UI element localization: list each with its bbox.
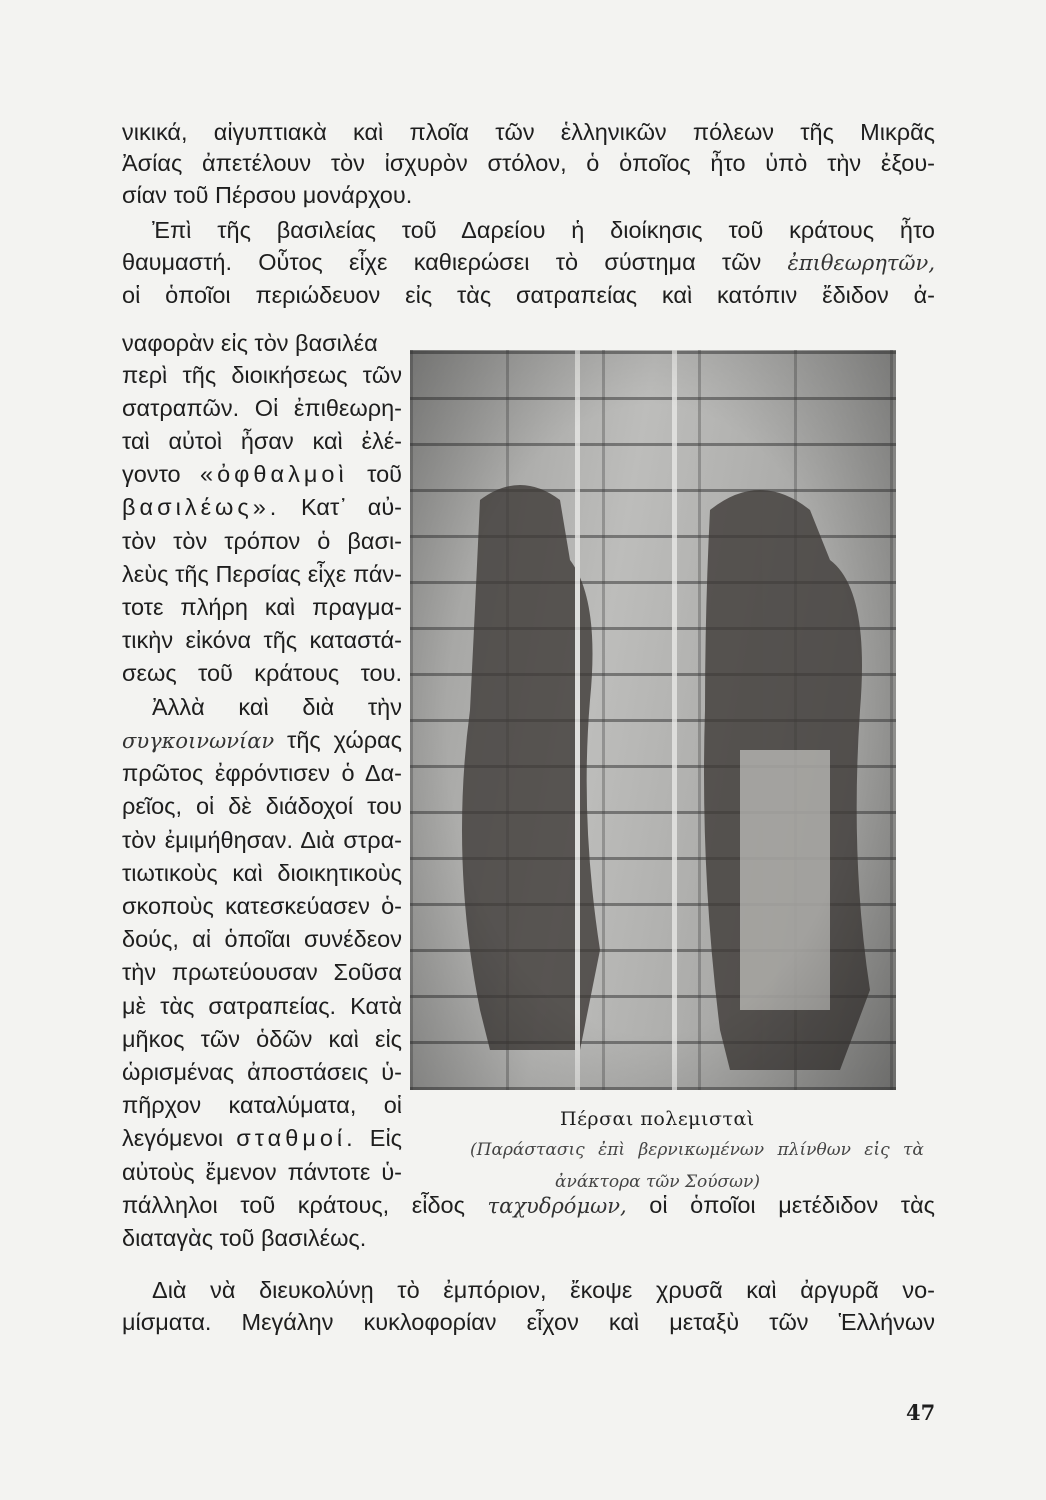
text-line: [122, 625, 402, 655]
text-segment: τὸν ἐμιμήθησαν. Διὰ στρα-: [122, 827, 402, 853]
text-line: [122, 1123, 402, 1153]
text-line: [152, 1275, 935, 1305]
text-line-content: [122, 993, 402, 1019]
left-spear: [575, 350, 580, 1090]
right-spear: [672, 350, 677, 1090]
text-segment: ὡρισμένας ἀποστάσεις ὑ-: [122, 1059, 402, 1085]
text-segment: οἱ ὁποῖοι μετέδιδον τὰς: [626, 1192, 935, 1218]
text-line-content: [122, 793, 402, 819]
text-line-content: [122, 282, 935, 308]
text-segment: δούς, αἱ ὁποῖαι συνέδεον: [122, 926, 402, 952]
text-segment: πάλληλοι τοῦ κράτους, εἶδος: [122, 1192, 488, 1218]
text-line: [122, 658, 402, 688]
text-line-content: [122, 860, 402, 886]
text-segment: Εἰς: [356, 1125, 402, 1151]
text-segment: πρῶτος ἐφρόντισεν ὁ Δα-: [122, 760, 402, 786]
text-segment: ρεῖος, οἱ δὲ διάδοχοί του: [122, 793, 402, 819]
text-segment: Ἀσίας ἀπετέλουν τὸν ἰσχυρὸν στόλον, ὁ ὁποῖος ἦτο ὑπὸ τὴν ἐξου-: [122, 150, 935, 176]
text-line: [122, 1223, 935, 1253]
text-line-content: [122, 760, 402, 786]
text-segment: οἱ ὁποῖοι περιώδευον εἰς τὰς σατραπείας καὶ κατόπιν ἔδιδον ἀ-: [122, 282, 935, 308]
text-line-content: [122, 561, 402, 587]
text-line: [122, 1024, 402, 1054]
text-segment: μίσματα. Μεγάλην κυκλοφορίαν εἶχον καὶ μεταξὺ τῶν Ἑλλήνων: [122, 1309, 935, 1335]
text-line-content: [122, 428, 402, 454]
text-segment: λεγόμενοι: [122, 1125, 237, 1151]
text-line: [122, 791, 402, 821]
text-line: [122, 725, 402, 756]
text-line-content: [122, 1309, 935, 1335]
text-segment: θαυμαστή. Οὗτος εἶχε καθιερώσει τὸ σύστημα τῶν: [122, 249, 788, 275]
text-line-content: [122, 627, 402, 653]
text-line-content: [122, 1125, 402, 1151]
text-line-content: [122, 249, 935, 275]
text-line-content: [152, 217, 935, 243]
text-segment: Ἀλλὰ καὶ διὰ τὴν: [152, 694, 402, 720]
text-segment: σκοποὺς κατεσκεύασεν ὁ-: [122, 893, 402, 919]
text-line-content: [122, 182, 412, 208]
text-line-content: [122, 1059, 402, 1085]
text-line-content: [152, 694, 402, 720]
text-line: [152, 692, 402, 722]
text-line: [122, 1157, 402, 1187]
left-warrior-figure: [462, 485, 600, 1050]
text-segment: τιωτικοὺς καὶ διοικητικοὺς: [122, 860, 402, 886]
text-segment: πῆρχον καταλύματα, οἱ: [122, 1092, 402, 1118]
text-segment: τοῦ: [347, 461, 402, 487]
text-line: [122, 247, 935, 278]
italic-term: ἐπιθεωρητῶν,: [787, 251, 935, 275]
text-line-content: [122, 494, 402, 520]
text-segment: ταὶ αὐτοὶ ἦσαν καὶ ἐλέ-: [122, 428, 402, 454]
text-line-content: [122, 362, 402, 388]
italic-term: συγκοινωνίαν: [122, 729, 275, 753]
page-number: 47: [906, 1400, 936, 1425]
text-line: [122, 393, 402, 423]
robe-pattern: [740, 750, 830, 1010]
text-segment: ναφορὰν εἰς τὸν βασιλέα: [122, 330, 378, 356]
text-line: [122, 459, 402, 489]
text-segment: διαταγὰς τοῦ βασιλέως.: [122, 1225, 367, 1251]
italic-term: ταχυδρόμων,: [487, 1194, 627, 1218]
text-line-content: [122, 150, 935, 176]
text-line-content: [122, 461, 402, 487]
text-line: [122, 825, 402, 855]
right-warrior-figure: [704, 490, 870, 1070]
text-segment: νικικά, αἰγυπτιακὰ καὶ πλοῖα τῶν ἑλληνικῶν πόλεων τῆς Μικρᾶς: [122, 119, 935, 145]
text-line-content: [122, 119, 935, 145]
text-segment: περὶ τῆς διοικήσεως τῶν: [122, 362, 402, 388]
text-line: [122, 360, 402, 390]
text-segment: Κατ᾽ αὐ-: [280, 494, 402, 520]
text-line: [122, 117, 935, 147]
figure-caption-line-2: ἀνάκτορα τῶν Σούσων): [555, 1172, 760, 1192]
text-segment: τὴν πρωτεύουσαν Σοῦσα: [122, 959, 402, 985]
text-line-content: [122, 528, 402, 554]
figure-caption-title: Πέρσαι πολεμισταὶ: [560, 1108, 755, 1130]
text-line: [122, 148, 935, 178]
text-line-content: [122, 594, 402, 620]
text-line: [122, 559, 402, 589]
text-line-content: [122, 893, 402, 919]
text-line-content: [122, 1159, 402, 1185]
text-line: [122, 328, 935, 358]
text-line-content: [122, 727, 402, 753]
text-line: [122, 1090, 402, 1120]
text-line: [122, 858, 402, 888]
text-segment: Ἐπὶ τῆς βασιλείας τοῦ Δαρείου ἡ διοίκησις τοῦ κράτους ἦτο: [152, 217, 935, 243]
text-segment: σεως τοῦ κράτους του.: [122, 660, 402, 686]
text-segment: τὸν τὸν τρόπον ὁ βασι-: [122, 528, 402, 554]
text-line-content: [122, 1026, 402, 1052]
text-line-content: [122, 1092, 402, 1118]
text-segment: Διὰ νὰ διευκολύνῃ τὸ ἐμπόριον, ἔκοψε χρυσᾶ καὶ ἀργυρᾶ νο-: [152, 1277, 935, 1303]
text-line: [122, 426, 402, 456]
text-line: [122, 957, 402, 987]
text-line: [122, 1307, 935, 1337]
text-segment: λεὺς τῆς Περσίας εἶχε πάν-: [122, 561, 402, 587]
text-line: [152, 215, 935, 245]
text-line-content: [152, 1277, 935, 1303]
text-line: [122, 526, 402, 556]
text-segment: σατραπῶν. Οἱ ἐπιθεωρη-: [122, 395, 402, 421]
text-segment: σίαν τοῦ Πέρσου μονάρχου.: [122, 182, 413, 208]
text-line-content: [122, 959, 402, 985]
warriors-illustration: [410, 350, 896, 1090]
text-line: [122, 758, 402, 788]
text-segment: τοτε πλήρη καὶ πραγμα-: [122, 594, 402, 620]
relief-photo-persian-warriors: [410, 350, 896, 1090]
text-segment: τικὴν εἰκόνα τῆς καταστά-: [122, 627, 402, 653]
text-line: [122, 592, 402, 622]
text-segment: τῆς χώρας: [274, 727, 402, 753]
figure-caption-line-1: (Παράστασις ἐπὶ βερνικωμένων πλίνθων εἰς τὰ: [470, 1140, 924, 1160]
spaced-term: «ὀφθαλμοὶ: [200, 461, 348, 487]
spaced-term: σταθμοί.: [236, 1125, 357, 1151]
text-line-content: [122, 1192, 935, 1218]
text-line: [122, 924, 402, 954]
text-segment: μὲ τὰς σατραπείας. Κατὰ: [122, 993, 402, 1019]
text-line: [122, 492, 402, 522]
text-line: [122, 280, 935, 310]
text-segment: αὐτοὺς ἔμενον πάντοτε ὑ-: [122, 1159, 402, 1185]
text-line-content: [122, 1225, 366, 1251]
text-line-content: [122, 827, 402, 853]
text-line: [122, 991, 402, 1021]
text-line: [122, 180, 935, 210]
text-line: [122, 1190, 935, 1221]
text-line-content: [122, 926, 402, 952]
text-line-content: [122, 330, 378, 356]
text-segment: γοντο: [122, 461, 201, 487]
spaced-term: βασιλέως».: [122, 494, 281, 520]
text-line-content: [122, 395, 402, 421]
text-line: [122, 1057, 402, 1087]
text-segment: μῆκος τῶν ὁδῶν καὶ εἰς: [122, 1026, 402, 1052]
text-line: [122, 891, 402, 921]
text-line-content: [122, 660, 402, 686]
